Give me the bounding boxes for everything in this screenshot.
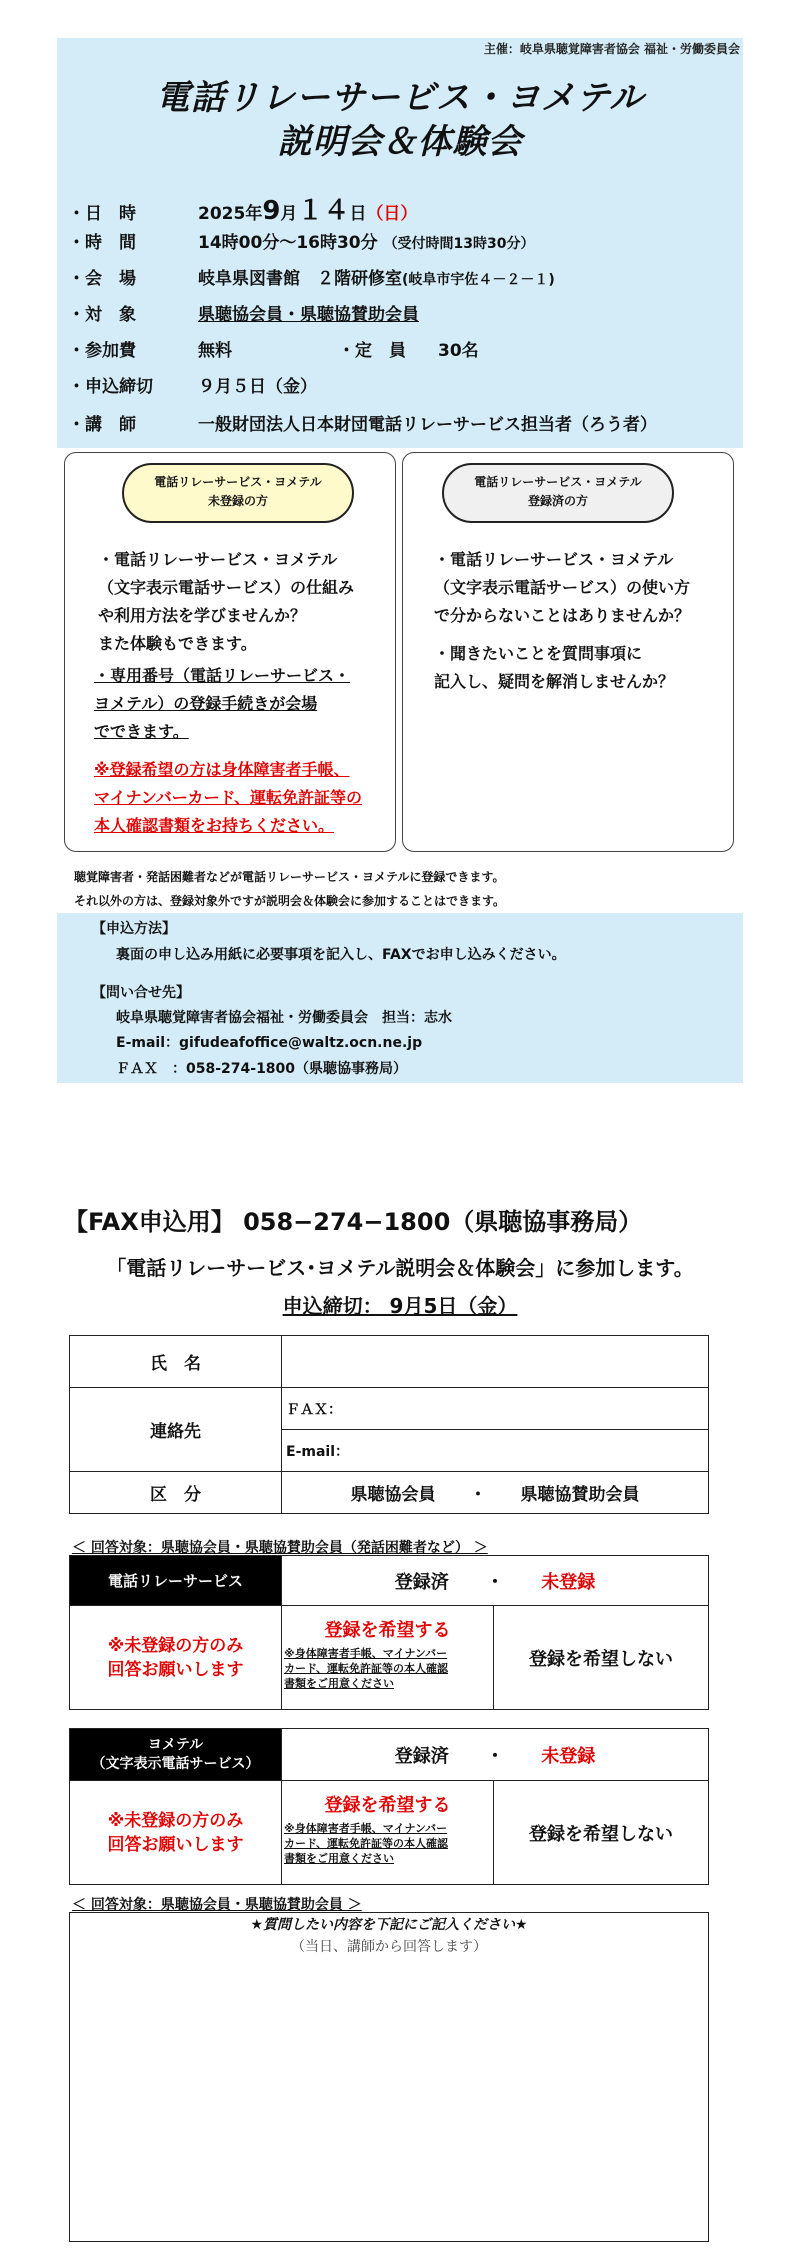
unregistered-p1-line: （文字表示電話サービス）の仕組み <box>98 578 355 597</box>
lecturer-label: ・講 師 <box>68 415 136 435</box>
yometel-no-wish-option[interactable]: 登録を希望しない <box>494 1781 709 1885</box>
relay-service-table <box>69 1555 709 1710</box>
date-label: ・日 時 <box>68 204 136 224</box>
unregistered-paragraph1 <box>98 546 354 658</box>
registered-p1-line: ・電話リレーサービス・ヨメテル <box>434 550 674 569</box>
event-title-line1: 電話リレーサービス・ヨメテル <box>155 78 645 118</box>
unregistered-p1-line: また体験もできます。 <box>98 634 257 653</box>
time-label: ・時 間 <box>68 233 136 253</box>
fax-number-input[interactable] <box>282 1388 709 1430</box>
category-options[interactable]: 県聴協会員 ・ 県聴協賛助会員 <box>282 1472 709 1514</box>
target-label: ・対 象 <box>68 305 136 325</box>
relay-service-label: 電話リレーサービス <box>70 1556 282 1606</box>
lecturer-value: 一般財団法人日本財団電話リレーサービス担当者（ろう者） <box>198 415 657 435</box>
relay-wish-note <box>284 1646 491 1691</box>
relay-wish-note-line: 書類をご用意ください <box>284 1677 394 1690</box>
date-row <box>68 190 417 227</box>
relay-unregistered-only-note <box>70 1606 282 1710</box>
contact-heading: 【問い合せ先】 <box>92 985 190 1001</box>
yometel-wish-register-option[interactable] <box>282 1781 494 1885</box>
deadline-row <box>68 372 317 397</box>
target-value: 県聴協会員・県聴協賛助会員 <box>198 305 419 325</box>
yometel-wish-note-line: ※身体障害者手帳、マイナンバー <box>284 1822 448 1835</box>
unregistered-p1-line: ・電話リレーサービス・ヨメテル <box>98 550 338 569</box>
apply-text: 裏面の申し込み用紙に必要事項を記入し、FAXでお申し込みください。 <box>116 947 566 963</box>
form-deadline-text: 申込締切： 9月5日（金） <box>282 1294 518 1318</box>
relay-registered-option[interactable]: 登録済 <box>394 1571 449 1593</box>
answer-target-1-text: ＜ 回答対象：県聴協会員・県聴協賛助会員（発話困難者など） ＞ <box>72 1540 488 1556</box>
target-row <box>68 300 419 325</box>
contact-label: 連絡先 <box>70 1388 282 1472</box>
unregistered-pill-line1: 電話リレーサービス・ヨメテル <box>154 475 322 489</box>
unregistered-id-notice <box>94 756 362 840</box>
email-field-label: E-mail： <box>286 1443 350 1460</box>
yometel-registered-option[interactable]: 登録済 <box>394 1745 449 1767</box>
unregistered-p1-line: や利用方法を学びませんか？ <box>98 606 307 625</box>
date-month: 9 <box>262 196 281 226</box>
registered-p2-line: ・聞きたいことを質問事項に <box>434 644 643 663</box>
registered-paragraph1 <box>434 546 690 630</box>
event-title-line2: 説明会＆体験会 <box>277 122 523 162</box>
relay-wish-register-label: 登録を希望する <box>324 1620 451 1641</box>
question-note: （当日、講師から回答します） <box>291 1939 487 1955</box>
registered-p1-line: （文字表示電話サービス）の使い方 <box>434 578 691 597</box>
yometel-wish-register-label: 登録を希望する <box>324 1795 451 1816</box>
yometel-label <box>70 1729 282 1781</box>
venue-row <box>68 264 555 289</box>
apply-heading: 【申込方法】 <box>92 921 176 937</box>
lecturer-row <box>68 410 657 435</box>
fax-field-label: ＦＡＸ： <box>286 1401 342 1418</box>
applicant-table <box>69 1335 709 1514</box>
yometel-label-line: ヨメテル <box>147 1736 204 1753</box>
capacity-value: 30名 <box>438 341 479 361</box>
unregistered-p3-line: 本人確認書類をお持ちください。 <box>94 816 335 835</box>
time-row <box>68 228 535 253</box>
relay-note-line: 回答お願いします <box>107 1659 244 1680</box>
unregistered-paragraph2 <box>94 662 350 746</box>
fee-value: 無料 <box>198 341 232 361</box>
yometel-unregistered-only-note <box>70 1781 282 1885</box>
participation-statement: 「電話リレーサービス･ヨメテル説明会＆体験会」に参加します。 <box>106 1256 694 1280</box>
answer-target-2 <box>72 1894 362 1914</box>
unregistered-pill <box>122 463 354 523</box>
yometel-registration-status[interactable] <box>282 1729 709 1781</box>
registered-pill-line1: 電話リレーサービス・ヨメテル <box>474 475 642 489</box>
relay-note-line: ※未登録の方のみ <box>107 1635 244 1656</box>
unregistered-pill-line2: 未登録の方 <box>207 494 268 508</box>
name-label: 氏 名 <box>70 1336 282 1388</box>
yometel-unregistered-option[interactable]: 未登録 <box>541 1745 596 1767</box>
answer-target-1 <box>72 1537 488 1557</box>
eligibility-note-2: それ以外の方は、登録対象外ですが説明会＆体験会に参加することはできます。 <box>74 894 506 908</box>
date-year: 2025年 <box>198 204 263 224</box>
deadline-value: ９月５日（金） <box>198 377 317 397</box>
yometel-wish-note-line: カード、運転免許証等の本人確認 <box>284 1837 449 1850</box>
fee-row <box>68 336 479 361</box>
relay-separator: ・ <box>486 1571 504 1593</box>
registered-p1-line: で分からないことはありませんか？ <box>434 606 691 625</box>
category-label: 区 分 <box>70 1472 282 1514</box>
date-month-unit: 月 <box>280 204 298 224</box>
fee-label: ・参加費 <box>68 341 136 361</box>
yometel-note-line: ※未登録の方のみ <box>107 1810 244 1831</box>
date-day-unit: 日 <box>349 204 367 224</box>
yometel-wish-note <box>284 1821 491 1866</box>
registered-pill <box>442 463 674 523</box>
capacity-label: ・定 員 <box>338 341 406 361</box>
registered-paragraph2 <box>434 640 674 696</box>
unregistered-p2-line: ・専用番号（電話リレーサービス・ <box>94 666 351 685</box>
relay-unregistered-option[interactable]: 未登録 <box>541 1571 596 1593</box>
venue-note: (岐阜市宇佐４－２－１) <box>402 272 555 288</box>
unregistered-p2-line: ヨメテル）の登録手続きが会場 <box>94 694 318 713</box>
deadline-label: ・申込締切 <box>68 377 153 397</box>
yometel-note-line: 回答お願いします <box>107 1834 244 1855</box>
yometel-separator: ・ <box>486 1745 504 1767</box>
name-input[interactable] <box>282 1336 709 1388</box>
venue-label: ・会 場 <box>68 269 136 289</box>
time-note: （受付時間13時30分） <box>383 236 535 252</box>
relay-no-wish-option[interactable]: 登録を希望しない <box>494 1606 709 1710</box>
answer-target-2-text: ＜ 回答対象：県聴協会員・県聴協賛助会員 ＞ <box>72 1897 362 1913</box>
time-value: 14時00分～16時30分 <box>198 233 378 253</box>
question-title: ★質問したい内容を下記にご記入ください★ <box>250 1917 528 1933</box>
unregistered-p2-line: でできます。 <box>94 722 189 741</box>
contact-fax: ＦＡＸ ：058-274-1800（県聴協事務局） <box>116 1061 408 1077</box>
email-input[interactable] <box>282 1430 709 1472</box>
question-box[interactable] <box>69 1912 709 2242</box>
unregistered-p3-line: マイナンバーカード、運転免許証等の <box>94 788 363 807</box>
registered-pill-line2: 登録済の方 <box>527 494 588 508</box>
relay-wish-note-line: ※身体障害者手帳、マイナンバー <box>284 1647 448 1660</box>
venue-value: 岐阜県図書館 ２階研修室 <box>198 269 402 289</box>
relay-registration-status[interactable] <box>282 1556 709 1606</box>
yometel-table <box>69 1728 709 1885</box>
contact-org: 岐阜県聴覚障害者協会福祉・労働委員会 担当：志水 <box>116 1010 452 1026</box>
relay-wish-note-line: カード、運転免許証等の本人確認 <box>284 1662 449 1675</box>
form-deadline <box>64 1290 736 1319</box>
organizer-text: 主催：岐阜県聴覚障害者協会 福祉・労働委員会 <box>483 42 740 56</box>
yometel-wish-note-line: 書類をご用意ください <box>284 1852 394 1865</box>
date-day: １４ <box>297 196 350 226</box>
fax-heading: 【FAX申込用】 058−274−1800（県聴協事務局） <box>64 1208 643 1236</box>
contact-email: E-mail：gifudeafoffice@waltz.ocn.ne.jp <box>116 1035 423 1051</box>
eligibility-note-1: 聴覚障害者・発話困難者などが電話リレーサービス・ヨメテルに登録できます。 <box>74 870 505 884</box>
relay-wish-register-option[interactable] <box>282 1606 494 1710</box>
date-weekday: （日） <box>366 204 418 224</box>
registered-p2-line: 記入し、疑問を解消しませんか？ <box>434 672 675 691</box>
yometel-label-line: （文字表示電話サービス） <box>91 1755 260 1772</box>
unregistered-p3-line: ※登録希望の方は身体障害者手帳、 <box>94 760 350 779</box>
